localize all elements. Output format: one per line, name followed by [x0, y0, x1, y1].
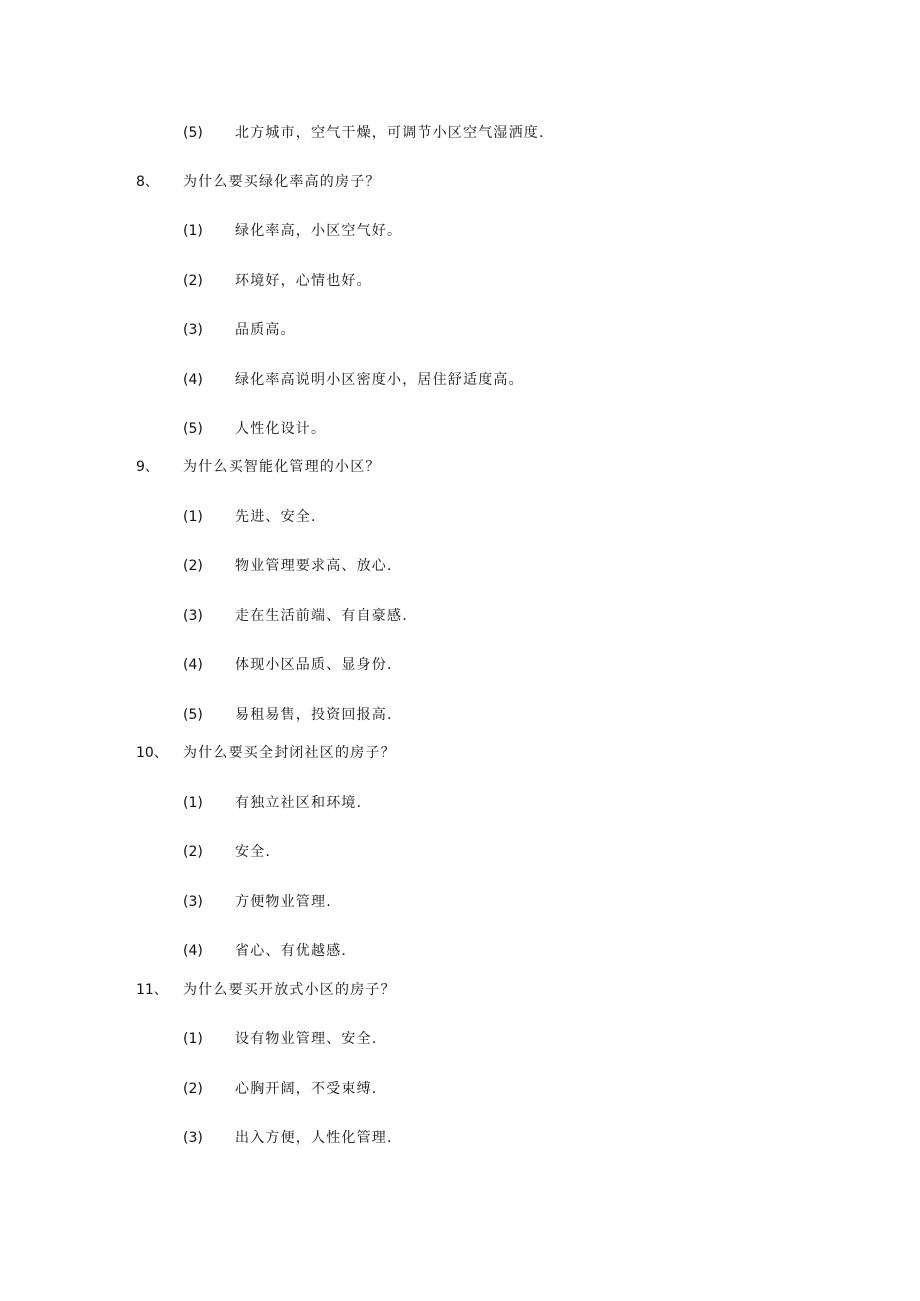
answer-text: 物业管理要求高、放心. — [235, 558, 393, 574]
question-text: 为什么要买全封闭社区的房子？ — [183, 745, 396, 761]
answer-number: (5) — [183, 707, 203, 723]
answer-number: (1) — [183, 795, 203, 811]
answer-text: 绿化率高说明小区密度小，居住舒适度高。 — [235, 372, 524, 388]
answer-text: 先进、安全. — [235, 509, 317, 525]
answer-text: 出入方便，人性化管理. — [235, 1130, 393, 1146]
answer-text: 人性化设计。 — [235, 421, 327, 437]
answer-number: (3) — [183, 894, 203, 910]
question-number: 11、 — [136, 982, 168, 998]
answer-number: (2) — [183, 844, 203, 860]
answer-number: (5) — [183, 125, 203, 141]
answer-number: (2) — [183, 558, 203, 574]
answer-text: 心胸开阔，不受束缚. — [235, 1081, 378, 1097]
answer-number: (3) — [183, 608, 203, 624]
answer-number: (1) — [183, 509, 203, 525]
answer-number: (4) — [183, 657, 203, 673]
answer-number: (2) — [183, 1081, 203, 1097]
answer-text: 体现小区品质、显身份. — [235, 657, 393, 673]
question-number: 8、 — [136, 174, 159, 190]
question-text: 为什么要买开放式小区的房子？ — [183, 982, 396, 998]
answer-number: (5) — [183, 421, 203, 437]
answer-text: 环境好，心情也好。 — [235, 273, 372, 289]
answer-text: 方便物业管理. — [235, 894, 332, 910]
question-number: 10、 — [136, 745, 168, 761]
answer-number: (2) — [183, 273, 203, 289]
question-number: 9、 — [136, 459, 159, 475]
answer-text: 易租易售，投资回报高. — [235, 707, 393, 723]
answer-text: 品质高。 — [235, 322, 296, 338]
answer-number: (3) — [183, 322, 203, 338]
answer-text: 走在生活前端、有自豪感. — [235, 608, 408, 624]
answer-text: 设有物业管理、安全. — [235, 1031, 378, 1047]
answer-text: 安全. — [235, 844, 272, 860]
answer-text: 有独立社区和环境. — [235, 795, 363, 811]
answer-text: 省心、有优越感. — [235, 943, 348, 959]
question-text: 为什么买智能化管理的小区？ — [183, 459, 381, 475]
answer-text: 北方城市，空气干燥，可调节小区空气湿洒度. — [235, 125, 545, 141]
answer-number: (1) — [183, 1031, 203, 1047]
question-text: 为什么要买绿化率高的房子？ — [183, 174, 381, 190]
answer-number: (4) — [183, 372, 203, 388]
answer-text: 绿化率高，小区空气好。 — [235, 223, 403, 239]
answer-number: (4) — [183, 943, 203, 959]
answer-number: (1) — [183, 223, 203, 239]
answer-number: (3) — [183, 1130, 203, 1146]
